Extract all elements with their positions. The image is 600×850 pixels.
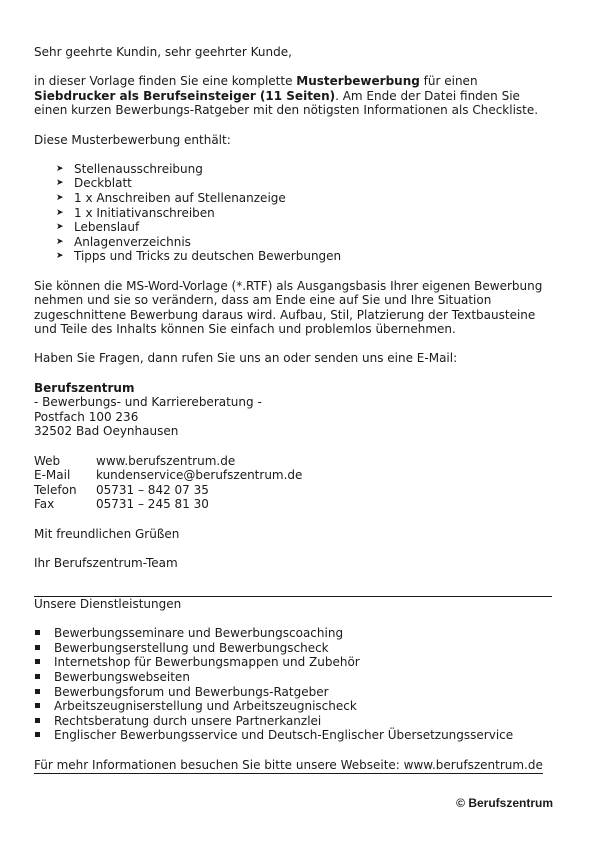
- document-page: [34, 45, 554, 774]
- intro-text-1: in dieser Vorlage finden Sie eine komplette: [34, 74, 297, 89]
- services-heading: Unsere Dienstleistungen: [34, 596, 182, 611]
- square-bullet-icon: [35, 718, 40, 723]
- arrow-bullet-icon: ➤: [56, 251, 64, 262]
- intro-bold-2: Siebdrucker als Berufseinsteiger (11 Seiten): [34, 88, 336, 103]
- postbox: Postfach 100 236: [34, 409, 139, 424]
- contact-table: [34, 454, 554, 512]
- greeting: Sehr geehrte Kundin, sehr geehrter Kunde,: [34, 45, 292, 59]
- contact-value-fax: 05731 – 245 81 30: [96, 497, 209, 512]
- arrow-bullet-icon: ➤: [56, 192, 64, 203]
- list-item: [34, 626, 554, 641]
- square-bullet-icon: [35, 645, 40, 650]
- company-name: Berufszentrum: [34, 380, 135, 395]
- list-item-label: Stellenausschreibung: [74, 161, 203, 176]
- intro-text-2: für einen: [419, 74, 478, 89]
- list-item: [56, 162, 554, 177]
- list-item-label: Englischer Bewerbungsservice und Deutsch-Englischer Übersetzungsservice: [54, 728, 514, 743]
- list-item: [56, 206, 554, 221]
- list-item: [34, 641, 554, 656]
- arrow-bullet-icon: ➤: [56, 163, 64, 174]
- square-bullet-icon: [35, 703, 40, 708]
- intro-bold-1: Musterbewerbung: [296, 74, 420, 89]
- contents-heading: Diese Musterbewerbung enthält:: [34, 132, 231, 147]
- square-bullet-icon: [35, 674, 40, 679]
- list-item-label: Rechtsberatung durch unsere Partnerkanzlei: [54, 713, 322, 728]
- company-tagline: - Bewerbungs- und Karriereberatung -: [34, 395, 262, 410]
- questions-text: Haben Sie Fragen, dann rufen Sie uns an oder senden uns eine E-Mail:: [34, 351, 458, 366]
- signature: Ihr Berufszentrum-Team: [34, 555, 178, 570]
- list-item: [34, 685, 554, 700]
- list-item-label: Bewerbungsseminare und Bewerbungscoaching: [54, 626, 344, 641]
- contents-list: [34, 162, 554, 264]
- city: 32502 Bad Oeynhausen: [34, 424, 179, 439]
- contact-label-fax: Fax: [34, 497, 55, 512]
- list-item: [56, 191, 554, 206]
- contact-value-email[interactable]: kundenservice@berufszentrum.de: [96, 468, 303, 483]
- rtf-paragraph: Sie können die MS-Word-Vorlage (*.RTF) als Ausgangsbasis Ihrer eigenen Bewerbung nehmen und sie so verändern, dass am Ende eine auf Sie und Ihre Situation zugeschnittene Bewerbung daraus wird. Aufbau, Stil, Platzierung der Textbausteine und Teile des Inhalts können Sie einfach und problemlos übernehmen.: [34, 278, 543, 337]
- closing: Mit freundlichen Grüßen: [34, 526, 180, 541]
- contact-label-phone: Telefon: [34, 482, 77, 497]
- square-bullet-icon: [35, 659, 40, 664]
- list-item-label: Anlagenverzeichnis: [74, 234, 191, 249]
- list-item-label: Bewerbungserstellung und Bewerbungscheck: [54, 640, 329, 655]
- list-item: [56, 235, 554, 250]
- list-item-label: Bewerbungsforum und Bewerbungs-Ratgeber: [54, 684, 329, 699]
- list-item-label: Bewerbungswebseiten: [54, 669, 190, 684]
- more-info-text[interactable]: Für mehr Informationen besuchen Sie bitte unsere Webseite: www.berufszentrum.de: [34, 758, 543, 775]
- list-item: [56, 249, 554, 264]
- list-item: [34, 670, 554, 685]
- arrow-bullet-icon: ➤: [56, 222, 64, 233]
- list-item-label: Internetshop für Bewerbungsmappen und Zubehör: [54, 655, 360, 670]
- list-item-label: Lebenslauf: [74, 220, 140, 235]
- copyright-notice: © Berufszentrum: [456, 796, 553, 810]
- arrow-bullet-icon: ➤: [56, 207, 64, 218]
- list-item-label: 1 x Initiativanschreiben: [74, 205, 215, 220]
- square-bullet-icon: [35, 732, 40, 737]
- arrow-bullet-icon: ➤: [56, 178, 64, 189]
- address-block: [34, 381, 554, 439]
- square-bullet-icon: [35, 630, 40, 635]
- list-item-label: Arbeitszeugniserstellung und Arbeitszeugnischeck: [54, 699, 357, 714]
- contact-value-web[interactable]: www.berufszentrum.de: [96, 453, 236, 468]
- list-item-label: Deckblatt: [74, 176, 132, 191]
- square-bullet-icon: [35, 689, 40, 694]
- list-item: [56, 220, 554, 235]
- contact-value-phone: 05731 – 842 07 35: [96, 482, 209, 497]
- intro-text-3: . Am Ende der Datei finden Sie einen kurzen Bewerbungs-Ratgeber mit den nötigsten Informationen als Checkliste.: [34, 88, 539, 118]
- arrow-bullet-icon: ➤: [56, 236, 64, 247]
- list-item: [34, 728, 554, 743]
- contact-label-email: E-Mail: [34, 468, 71, 483]
- intro-paragraph: [34, 74, 554, 118]
- list-item: [34, 714, 554, 729]
- list-item: [56, 176, 554, 191]
- contact-label-web: Web: [34, 453, 61, 468]
- list-item-label: 1 x Anschreiben auf Stellenanzeige: [74, 190, 286, 205]
- services-list: [34, 626, 554, 743]
- list-item: [34, 699, 554, 714]
- list-item-label: Tipps und Tricks zu deutschen Bewerbungen: [74, 249, 342, 264]
- list-item: [34, 655, 554, 670]
